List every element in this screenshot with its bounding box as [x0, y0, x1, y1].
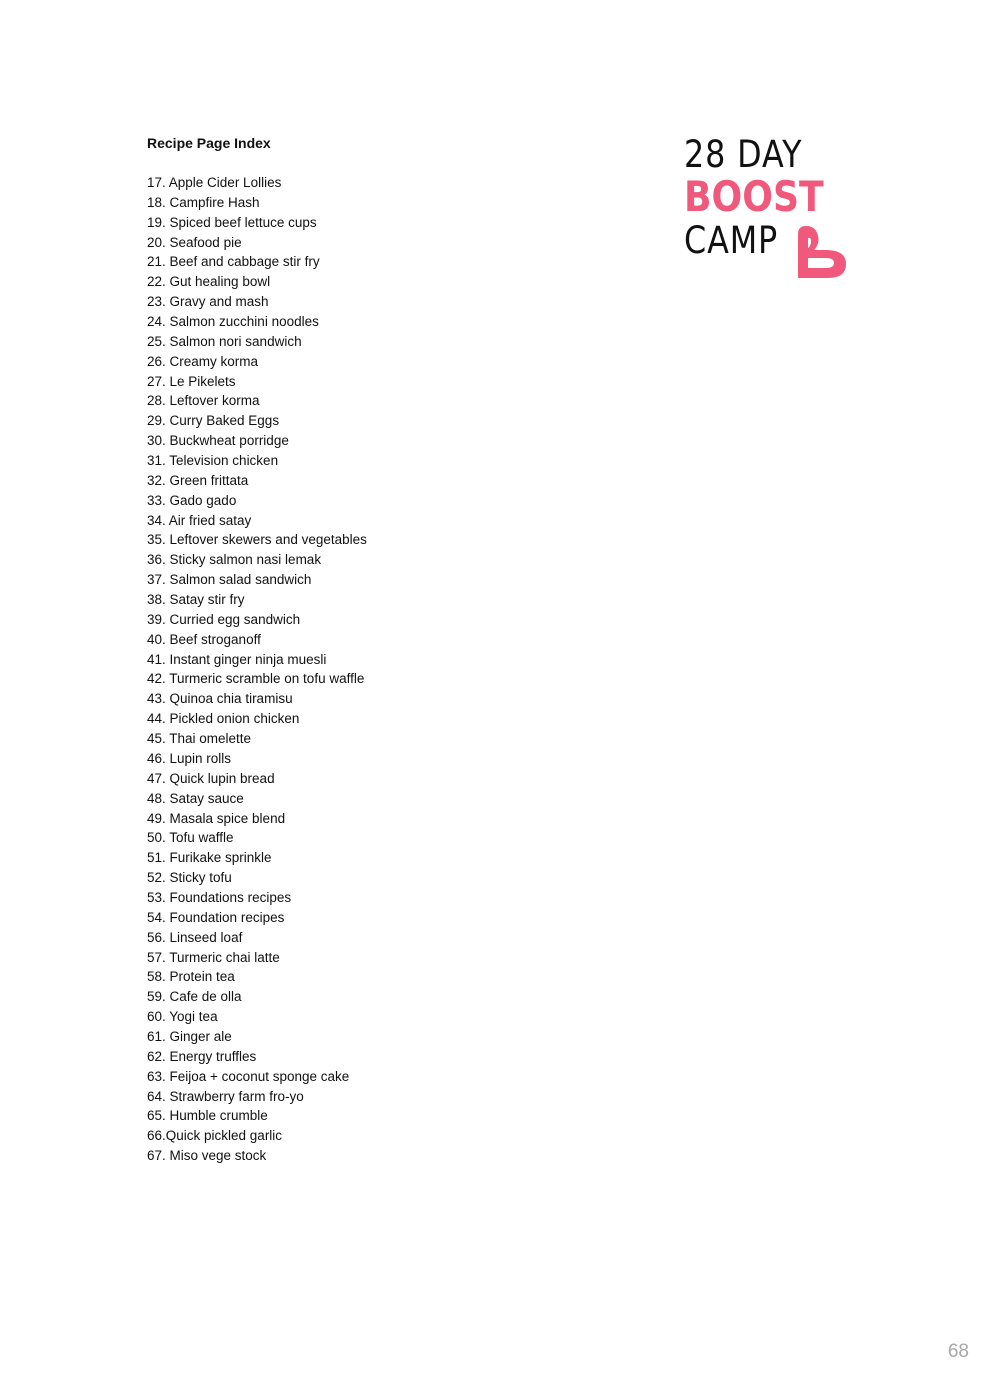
recipe-item: 28. Leftover korma	[147, 393, 260, 409]
recipe-item: 22. Gut healing bowl	[147, 274, 271, 290]
recipe-item: 21. Beef and cabbage stir fry	[147, 254, 320, 270]
recipe-item: 27. Le Pikelets	[147, 373, 236, 389]
recipe-item: 66.Quick pickled garlic	[147, 1128, 283, 1144]
recipe-item: 36. Sticky salmon nasi lemak	[147, 552, 322, 568]
recipe-item: 59. Cafe de olla	[147, 989, 242, 1005]
recipe-item: 35. Leftover skewers and vegetables	[147, 532, 367, 548]
recipe-item: 51. Furikake sprinkle	[147, 850, 272, 866]
recipe-item: 49. Masala spice blend	[147, 810, 286, 826]
recipe-item: 33. Gado gado	[147, 492, 237, 508]
recipe-item: 45. Thai omelette	[147, 731, 252, 747]
logo-line-camp: CAMP	[684, 219, 779, 262]
recipe-item: 46. Lupin rolls	[147, 750, 232, 766]
recipe-item: 29. Curry Baked Eggs	[147, 413, 280, 429]
recipe-item: 44. Pickled onion chicken	[147, 711, 300, 727]
heart-b-icon	[792, 222, 852, 282]
recipe-item: 42. Turmeric scramble on tofu waffle	[147, 671, 365, 687]
recipe-item: 58. Protein tea	[147, 969, 235, 985]
recipe-item: 56. Linseed loaf	[147, 929, 243, 945]
recipe-item: 48. Satay sauce	[147, 790, 244, 806]
recipe-item: 31. Television chicken	[147, 453, 279, 469]
recipe-index-list	[147, 173, 367, 1166]
recipe-item: 18. Campfire Hash	[147, 194, 260, 210]
recipe-item: 57. Turmeric chai latte	[147, 949, 280, 965]
recipe-item: 26. Creamy korma	[147, 353, 259, 369]
recipe-item: 34. Air fried satay	[147, 512, 252, 528]
boost-camp-logo	[684, 134, 854, 284]
recipe-item: 50. Tofu waffle	[147, 830, 234, 846]
page-title: Recipe Page Index	[147, 135, 271, 151]
recipe-item: 52. Sticky tofu	[147, 870, 232, 886]
recipe-item: 53. Foundations recipes	[147, 889, 292, 905]
recipe-item: 20. Seafood pie	[147, 234, 242, 250]
recipe-item: 24. Salmon zucchini noodles	[147, 314, 319, 330]
recipe-item: 54. Foundation recipes	[147, 909, 285, 925]
recipe-item: 65. Humble crumble	[147, 1108, 268, 1124]
recipe-item: 37. Salmon salad sandwich	[147, 572, 312, 588]
logo-line-boost: BOOST	[684, 172, 824, 221]
recipe-item: 17. Apple Cider Lollies	[147, 175, 282, 190]
recipe-item: 43. Quinoa chia tiramisu	[147, 691, 293, 707]
recipe-item: 19. Spiced beef lettuce cups	[147, 214, 317, 230]
recipe-item: 63. Feijoa + coconut sponge cake	[147, 1068, 350, 1084]
recipe-item: 67. Miso vege stock	[147, 1148, 267, 1164]
recipe-item: 47. Quick lupin bread	[147, 770, 275, 786]
recipe-item: 40. Beef stroganoff	[147, 631, 261, 647]
recipe-item: 30. Buckwheat porridge	[147, 433, 289, 449]
recipe-item: 39. Curried egg sandwich	[147, 611, 301, 627]
recipe-item: 41. Instant ginger ninja muesli	[147, 651, 327, 667]
recipe-item: 32. Green frittata	[147, 472, 249, 488]
recipe-item: 64. Strawberry farm fro-yo	[147, 1088, 304, 1104]
recipe-item: 61. Ginger ale	[147, 1028, 232, 1044]
recipe-item: 23. Gravy and mash	[147, 294, 269, 310]
page-number: 68	[947, 1341, 969, 1362]
recipe-item: 38. Satay stir fry	[147, 592, 245, 608]
recipe-item: 25. Salmon nori sandwich	[147, 333, 302, 349]
recipe-item: 60. Yogi tea	[147, 1009, 218, 1025]
recipe-item: 62. Energy truffles	[147, 1048, 257, 1064]
logo-line-28-day: 28 DAY	[684, 133, 803, 176]
